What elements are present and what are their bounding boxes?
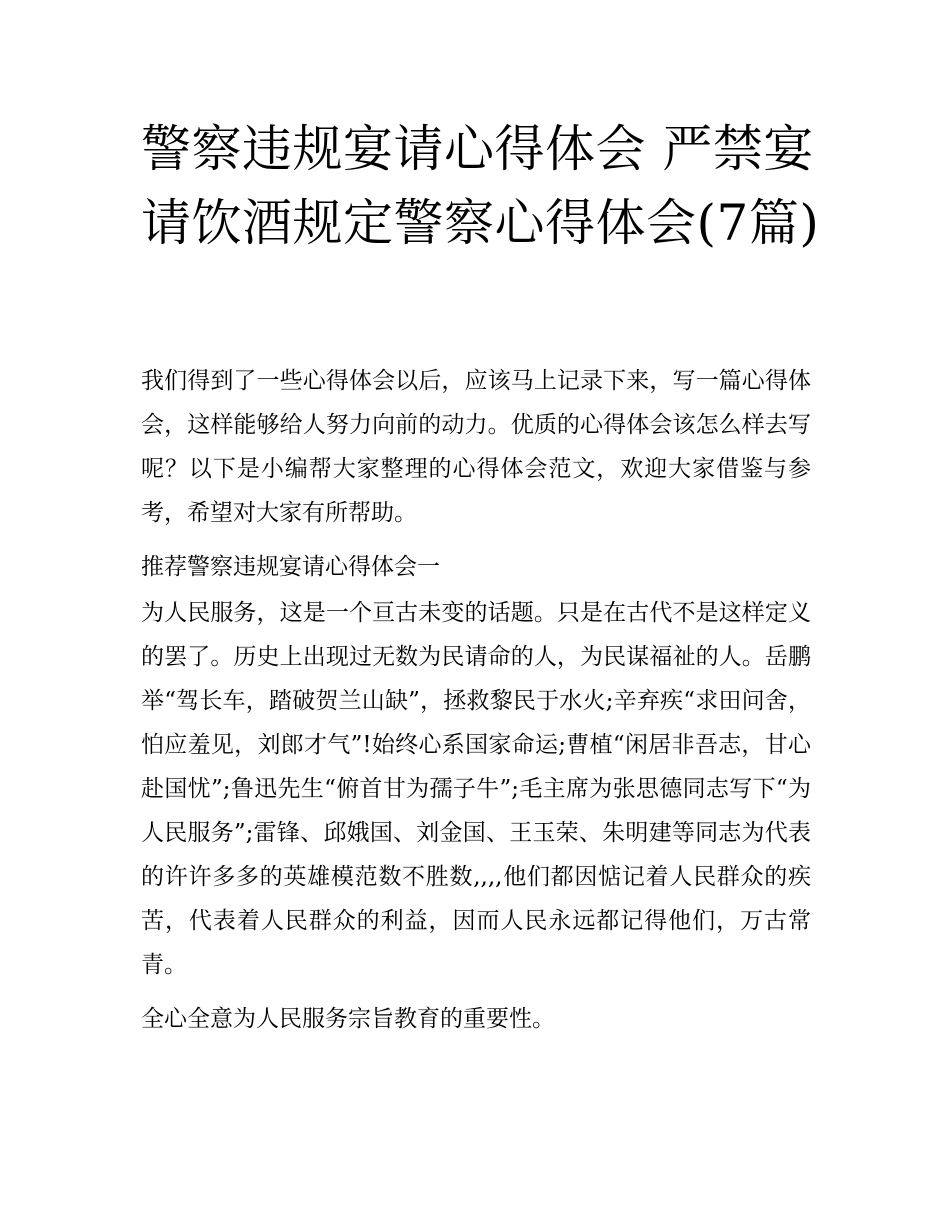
document-body: [141, 359, 811, 1041]
section-heading: 推荐警察违规宴请心得体会一: [141, 554, 440, 580]
body-paragraph: 全心全意为人民服务宗旨教育的重要性。: [141, 1006, 555, 1032]
intro-paragraph: 我们得到了一些心得体会以后，应该马上记录下来，写一篇心得体会，这样能够给人努力向前的动力。优质的心得体会该怎么样去写呢？以下是小编帮大家整理的心得体会范文，欢迎大家借鉴与参考，希望对大家有所帮助。: [141, 368, 811, 526]
body-paragraph: 为人民服务，这是一个亘古未变的话题。只是在古代不是这样定义的罢了。历史上出现过无数为民请命的人，为民谋福祉的人。岳鹏举“驾长车，踏破贺兰山缺”，拯救黎民于水火;辛弃疾“求田问舍，怕应羞见，刘郎才气”!始终心系国家命运;曹植“闲居非吾志，甘心赴国忧”;鲁迅先生“俯首甘为孺子牛”;毛主席为张思德同志写下“为人民服务”;雷锋、邱娥国、刘金国、王玉荣、朱明建等同志为代表的许许多多的英雄模范数不胜数,,,,他们都因惦记着人民群众的疾苦，代表着人民群众的利益，因而人民永远都记得他们，万古常青。: [141, 600, 811, 978]
document-title: 警察违规宴请心得体会 严禁宴请饮酒规定警察心得体会(7篇): [141, 120, 820, 252]
